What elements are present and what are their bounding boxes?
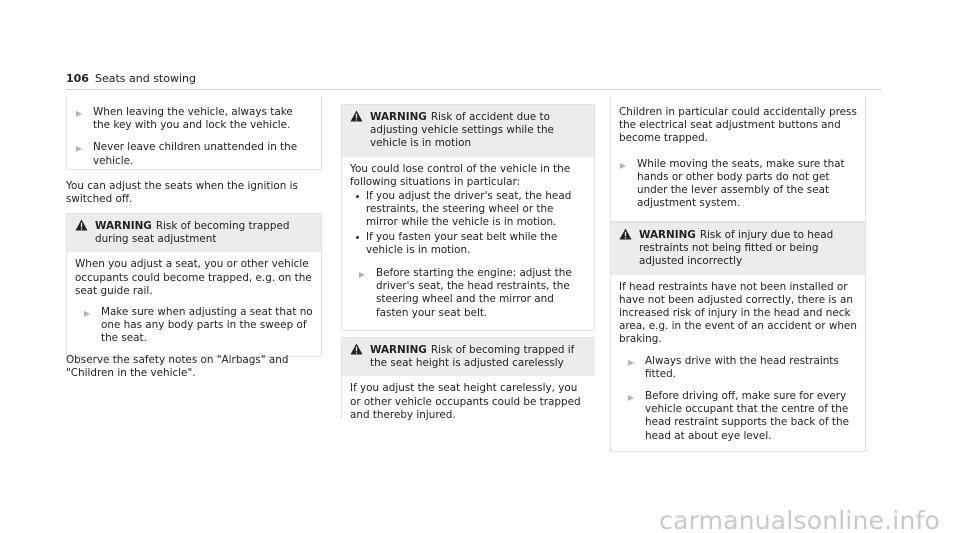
warning-box-accident xyxy=(341,104,595,331)
warning-title: Risk of becoming trapped if the seat height is adjusted carelessly xyxy=(370,344,575,370)
warning-header xyxy=(342,105,594,157)
arrow-icon: ▶ xyxy=(628,357,635,367)
warning-header xyxy=(611,223,865,275)
arrow-icon: ▶ xyxy=(628,393,635,403)
list-item: ▶ Before driving off, make sure for every vehicle occupant that the centre of the head restraint supports the back of the head at about eye level. xyxy=(628,390,849,442)
arrow-icon: ▶ xyxy=(76,109,83,118)
watermark: carmanualsonline.info xyxy=(659,505,940,533)
warning-header xyxy=(67,214,321,252)
warning-box-head-restraints xyxy=(610,222,866,452)
intro-paragraph: You can adjust the seats when the ignition is switched off. xyxy=(66,180,298,206)
list-item: ▶ Always drive with the head restraints fitted. xyxy=(628,354,839,380)
header-divider xyxy=(66,89,882,90)
warning-box-seat-adjust xyxy=(66,213,322,357)
safety-notes-paragraph: Observe the safety notes on "Airbags" and "Children in the vehicle". xyxy=(66,354,289,380)
warning-body: If you adjust the seat height carelessly, you or other vehicle occupants could be trapped and thereby injured. xyxy=(350,382,581,421)
warning-box-seat-height xyxy=(341,337,595,419)
warning-label: WARNING xyxy=(639,229,696,241)
warning-triangle-icon xyxy=(619,228,632,240)
col3-continued-warning: Children in particular could accidentally press the electrical seat adjustment buttons and become trapped. ▶ While moving the seats, make sure that hands or other body parts do not get under the lever assembly of the seat adjustment system. xyxy=(610,96,866,222)
warning-label: WARNING xyxy=(95,220,152,232)
list-item: If you fasten your seat belt while the vehicle is in motion. xyxy=(354,231,586,257)
arrow-icon: ▶ xyxy=(84,309,91,319)
list-item: If you adjust the driver's seat, the head restraints, the steering wheel or the mirror while the vehicle is in motion. xyxy=(354,190,586,230)
list-item: ▶ Before starting the engine: adjust the driver's seat, the head restraints, the steering wheel and the mirror and fasten your seat belt. xyxy=(359,267,572,319)
page-header xyxy=(66,72,196,85)
warning-title: Risk of injury due to head restraints not being fitted or being adjusted incorrectly xyxy=(639,229,834,268)
warning-title: Risk of becoming trapped during seat adjustment xyxy=(95,220,290,246)
warning-triangle-icon xyxy=(350,110,363,122)
arrow-icon: ▶ xyxy=(359,270,366,280)
warning-triangle-icon xyxy=(350,343,363,355)
page-number: 106 xyxy=(66,72,89,85)
warning-body: You could lose control of the vehicle in the following situations in particular: If you adjust the driver's seat, the head restraints, the steering wheel or the mirror while the vehicle is in motion. If you fasten your seat belt while the vehicle is in motion. ▶ Before starting the engine: adjust the driver's seat, the head restraints, the steering wheel and the mirror and fasten your seat belt. xyxy=(342,157,594,330)
warning-label: WARNING xyxy=(370,111,427,123)
arrow-icon: ▶ xyxy=(620,160,627,170)
dot-list xyxy=(354,190,586,257)
list-item: ▶ Make sure when adjusting a seat that no one has any body parts in the sweep of the seat. xyxy=(84,306,313,345)
arrow-icon: ▶ xyxy=(76,144,83,154)
warning-title: Risk of accident due to adjusting vehicle settings while the vehicle is in motion xyxy=(370,111,554,150)
warning-body: When you adjust a seat, you or other vehicle occupants could become trapped, e.g. on the seat guide rail. ▶ Make sure when adjusting a seat that no one has any body parts in the sweep of the seat. xyxy=(75,258,313,345)
warning-triangle-icon xyxy=(75,219,88,231)
warning-label: WARNING xyxy=(370,344,427,356)
warning-header xyxy=(342,338,595,376)
col1-continued-warning xyxy=(66,96,322,170)
list-item: ▶ When leaving the vehicle, always take the key with you and lock the vehicle. xyxy=(76,106,293,132)
warning-body: If head restraints have not been installed or have not been adjusted correctly, there is an increased risk of injury in the head and neck area, e.g. in the event of an accident or when braking. ▶ Always drive with the head restraints fitted. ▶ Before driving off, make sure for every vehicle occupant that the centre of the head restraint supports the back of the head at about eye level. xyxy=(619,280,857,442)
section-title: Seats and stowing xyxy=(94,72,196,85)
list-item: ▶ Never leave children unattended in the vehicle. xyxy=(76,141,298,167)
list-item: ▶ While moving the seats, make sure that hands or other body parts do not get under the lever assembly of the seat adjustment system. xyxy=(620,157,845,210)
